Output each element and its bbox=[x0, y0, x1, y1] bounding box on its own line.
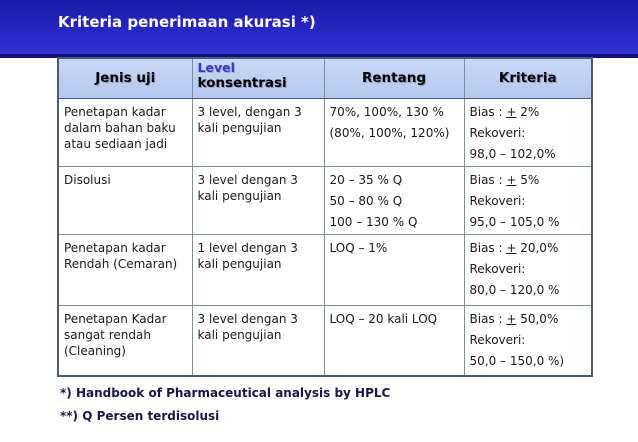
rekoveri-label: Rekoveri: bbox=[469, 332, 526, 347]
cell-rentang bbox=[324, 234, 464, 305]
plus-minus-sign: + bbox=[506, 172, 517, 187]
rentang-line: 70%, 100%, 130 % bbox=[329, 104, 444, 119]
bias-line bbox=[470, 172, 587, 188]
bias-prefix: Bias : bbox=[469, 311, 507, 326]
table-row bbox=[58, 305, 592, 376]
bias-prefix: Bias : bbox=[469, 104, 507, 119]
cell-level: 1 level dengan 3 kali pengujian bbox=[192, 234, 324, 305]
cell-level: 3 level dengan 3 kali pengujian bbox=[192, 305, 324, 376]
header-rentang: Rentang bbox=[324, 58, 464, 98]
cell-kriteria bbox=[464, 305, 592, 376]
header-level-konsentrasi bbox=[192, 58, 324, 98]
bias-line bbox=[470, 240, 587, 256]
cell-jenis-uji: Penetapan kadar dalam bahan baku atau sediaan jadi bbox=[58, 98, 192, 166]
cell-jenis-uji: Penetapan Kadar sangat rendah (Cleaning) bbox=[58, 305, 192, 376]
cell-rentang bbox=[324, 98, 464, 166]
cell-level: 3 level dengan 3 kali pengujian bbox=[192, 166, 324, 234]
bias-value: 50,0% bbox=[516, 311, 559, 326]
rentang-line: LOQ – 20 kali LOQ bbox=[329, 311, 438, 326]
bias-value: 5% bbox=[516, 172, 540, 187]
rekoveri-range: 98,0 – 102,0% bbox=[469, 146, 556, 161]
plus-minus-sign: + bbox=[506, 311, 517, 326]
table-header-row bbox=[58, 58, 592, 98]
rentang-line: LOQ – 1% bbox=[329, 240, 388, 255]
cell-kriteria bbox=[464, 166, 592, 234]
header-kriteria: Kriteria bbox=[464, 58, 592, 98]
cell-jenis-uji: Disolusi bbox=[58, 166, 192, 234]
rekoveri-range: 80,0 – 120,0 % bbox=[469, 282, 560, 297]
rentang-line: (80%, 100%, 120%) bbox=[329, 125, 450, 140]
bias-value: 2% bbox=[516, 104, 540, 119]
rekoveri-label: Rekoveri: bbox=[469, 193, 526, 208]
cell-jenis-uji: Penetapan kadar Rendah (Cemaran) bbox=[58, 234, 192, 305]
slide-title: Kriteria penerimaan akurasi *) bbox=[58, 13, 316, 31]
bias-prefix: Bias : bbox=[469, 240, 507, 255]
cell-level: 3 level, dengan 3 kali pengujian bbox=[192, 98, 324, 166]
plus-minus-sign: + bbox=[506, 104, 517, 119]
rekoveri-label: Rekoveri: bbox=[469, 125, 526, 140]
cell-kriteria bbox=[464, 234, 592, 305]
cell-rentang bbox=[324, 166, 464, 234]
rekoveri-range: 50,0 – 150,0 %) bbox=[469, 353, 565, 368]
footnote-q-definition: **) Q Persen terdisolusi bbox=[60, 409, 220, 423]
rentang-line: 20 – 35 % Q bbox=[329, 172, 403, 187]
plus-minus-sign: + bbox=[506, 240, 517, 255]
cell-kriteria bbox=[464, 98, 592, 166]
rekoveri-label: Rekoveri: bbox=[469, 261, 526, 276]
rentang-line: 100 – 130 % Q bbox=[329, 214, 418, 229]
bias-prefix: Bias : bbox=[469, 172, 507, 187]
table-row bbox=[58, 98, 592, 166]
bias-line bbox=[470, 104, 587, 120]
footnote-handbook-reference: *) Handbook of Pharmaceutical analysis by HPLC bbox=[60, 386, 391, 400]
header-level-line1: Level bbox=[197, 60, 235, 75]
header-jenis-uji: Jenis uji bbox=[58, 58, 192, 98]
cell-rentang bbox=[324, 305, 464, 376]
table-row bbox=[58, 166, 592, 234]
rekoveri-range: 95,0 – 105,0 % bbox=[469, 214, 560, 229]
header-level-line2: konsentrasi bbox=[197, 75, 287, 91]
accuracy-criteria-table bbox=[57, 57, 593, 377]
table-row bbox=[58, 234, 592, 305]
title-bar bbox=[0, 0, 638, 58]
bias-value: 20,0% bbox=[516, 240, 559, 255]
rentang-line: 50 – 80 % Q bbox=[329, 193, 403, 208]
bias-line bbox=[470, 311, 587, 327]
